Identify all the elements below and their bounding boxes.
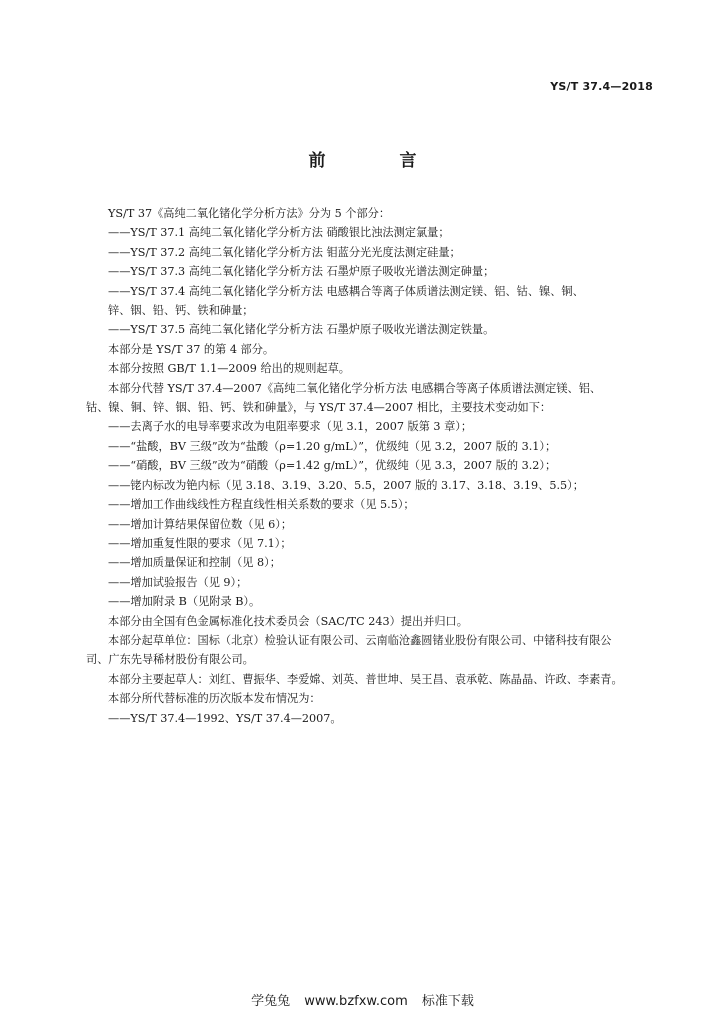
paragraph-line: 本部分由全国有色金属标准化技术委员会（SAC/TC 243）提出并归口。: [108, 614, 468, 628]
watermark-footer: 学兔兔 www.bzfxw.com 标准下载: [251, 994, 474, 1009]
list-item-continuation: 锌、铟、铅、钙、铁和砷量；: [108, 304, 254, 318]
list-item: ——“硝酸，BV 三级”改为“硝酸（ρ=1.42 g/mL）”，优级纯（见 3.3，2007 版的 3.2）；: [108, 459, 557, 473]
list-item: ——增加计算结果保留位数（见 6）；: [108, 517, 293, 531]
list-item: ——YS/T 37.1 高纯二氧化锗化学分析方法 硝酸银比浊法测定氯量；: [108, 226, 450, 240]
paragraph-line: 本部分起草单位：国标（北京）检验认证有限公司、云南临沧鑫圆锗业股份有限公司、中锗科技有限公: [108, 633, 612, 647]
list-item: ——增加质量保证和控制（见 8）；: [108, 556, 281, 570]
foreword-body: [86, 204, 660, 728]
list-item: ——增加工作曲线线性方程直线性相关系数的要求（见 5.5）；: [108, 498, 415, 512]
list-item: ——YS/T 37.2 高纯二氧化锗化学分析方法 钼蓝分光光度法测定硅量；: [108, 245, 461, 259]
list-item: ——增加重复性限的要求（见 7.1）；: [108, 536, 292, 550]
list-item: ——YS/T 37.5 高纯二氧化锗化学分析方法 石墨炉原子吸收光谱法测定铁量。: [108, 323, 495, 337]
paragraph-line: 本部分代替 YS/T 37.4—2007《高纯二氧化锗化学分析方法 电感耦合等离子体质谱法测定镁、铝、: [108, 381, 602, 395]
paragraph-line: 本部分是 YS/T 37 的第 4 部分。: [108, 342, 275, 356]
list-item: ——YS/T 37.4—1992、YS/T 37.4—2007。: [108, 711, 342, 725]
list-item: ——增加附录 B（见附录 B）。: [108, 595, 261, 609]
list-item: ——YS/T 37.3 高纯二氧化锗化学分析方法 石墨炉原子吸收光谱法测定砷量；: [108, 265, 495, 279]
list-item: ——“盐酸，BV 三级”改为“盐酸（ρ=1.20 g/mL）”，优级纯（见 3.2，2007 版的 3.1）；: [108, 439, 557, 453]
paragraph-continuation: 司、广东先导稀材股份有限公司。: [86, 653, 254, 667]
paragraph-line: 本部分主要起草人：刘红、曹振华、李爱嫦、刘英、普世坤、吴王昌、袁承乾、陈晶晶、许政、李素青。: [108, 672, 623, 686]
paragraph-continuation: 钴、镍、铜、锌、铟、铅、钙、铁和砷量》，与 YS/T 37.4—2007 相比，主要技术变动如下：: [86, 401, 552, 415]
standard-number: YS/T 37.4—2018: [550, 80, 653, 93]
list-item: ——去离子水的电导率要求改为电阻率要求（见 3.1，2007 版第 3 章）；: [108, 420, 473, 434]
list-item: ——增加试验报告（见 9）；: [108, 575, 248, 589]
list-item: ——铑内标改为铯内标（见 3.18、3.19、3.20、5.5，2007 版的 3.17、3.18、3.19、5.5）；: [108, 478, 584, 492]
page-title: 前 言: [308, 151, 451, 171]
paragraph-line: 本部分按照 GB/T 1.1—2009 给出的规则起草。: [108, 362, 350, 376]
paragraph-line: 本部分所代替标准的历次版本发布情况为：: [108, 692, 321, 706]
list-item: ——YS/T 37.4 高纯二氧化锗化学分析方法 电感耦合等离子体质谱法测定镁、铝、钴、镍、铜、: [108, 284, 584, 298]
paragraph-line: YS/T 37《高纯二氧化锗化学分析方法》分为 5 个部分：: [108, 207, 391, 220]
